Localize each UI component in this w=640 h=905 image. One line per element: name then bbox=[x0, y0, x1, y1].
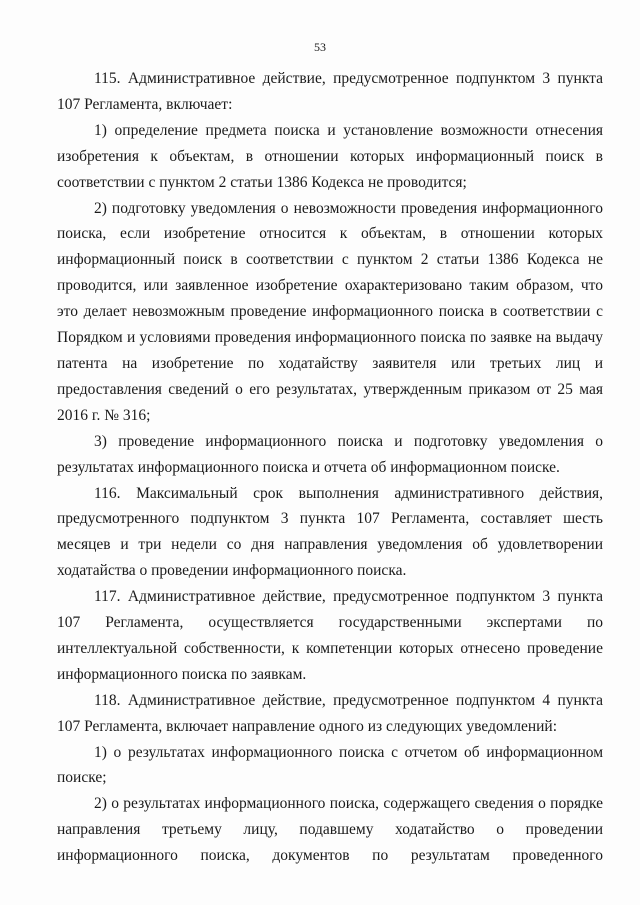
document-body bbox=[57, 66, 603, 869]
paragraph-115-item-2: 2) подготовку уведомления о невозможности проведения информационного поиска, если изобретение относится к объектам, в отношении которых информационный поиск в соответствии с пунктом 2 статьи 1386 Кодекса не проводится, или заявленное изобретение охарактеризовано таким образом, что это делает невозможным проведение информационного поиска в соответствии с Порядком и условиями проведения информационного поиска по заявке на выдачу патента на изобретение по ходатайству заявителя или третьих лиц и предоставления сведений о его результатах, утвержденным приказом от 25 мая 2016 г. № 316; bbox=[57, 199, 603, 424]
paragraph-116: 116. Максимальный срок выполнения административного действия, предусмотренного подпунктом 3 пункта 107 Регламента, составляет шесть месяцев и три недели со дня направления уведомления об удовлетворении ходатайства о проведении информационного поиска. bbox=[57, 484, 603, 580]
page-number: 53 bbox=[314, 40, 326, 54]
paragraph-117: 117. Административное действие, предусмотренное подпунктом 3 пункта 107 Регламента, осуществляется государственными экспертами по интеллектуальной собственности, к компетенции которых отнесено проведение информационного поиска по заявкам. bbox=[57, 588, 603, 683]
paragraph-118: 118. Административное действие, предусмотренное подпунктом 4 пункта 107 Регламента, включает направление одного из следующих уведомлений: bbox=[57, 691, 603, 735]
paragraph-118-item-2: 2) о результатах информационного поиска, содержащего сведения о порядке направления третьему лицу, подавшему ходатайство о проведении информационного поиска, документов по результатам проведенного bbox=[57, 795, 603, 865]
paragraph-115-item-3: 3) проведение информационного поиска и подготовку уведомления о результатах информационного поиска и отчета об информационном поиске. bbox=[57, 432, 603, 476]
paragraph-115-item-1: 1) определение предмета поиска и установление возможности отнесения изобретения к объектам, в отношении которых информационный поиск в соответствии с пунктом 2 статьи 1386 Кодекса не проводится; bbox=[57, 121, 603, 191]
paragraph-118-item-1: 1) о результатах информационного поиска с отчетом об информационном поиске; bbox=[57, 743, 603, 787]
paragraph-115: 115. Административное действие, предусмотренное подпунктом 3 пункта 107 Регламента, включает: bbox=[57, 70, 603, 113]
